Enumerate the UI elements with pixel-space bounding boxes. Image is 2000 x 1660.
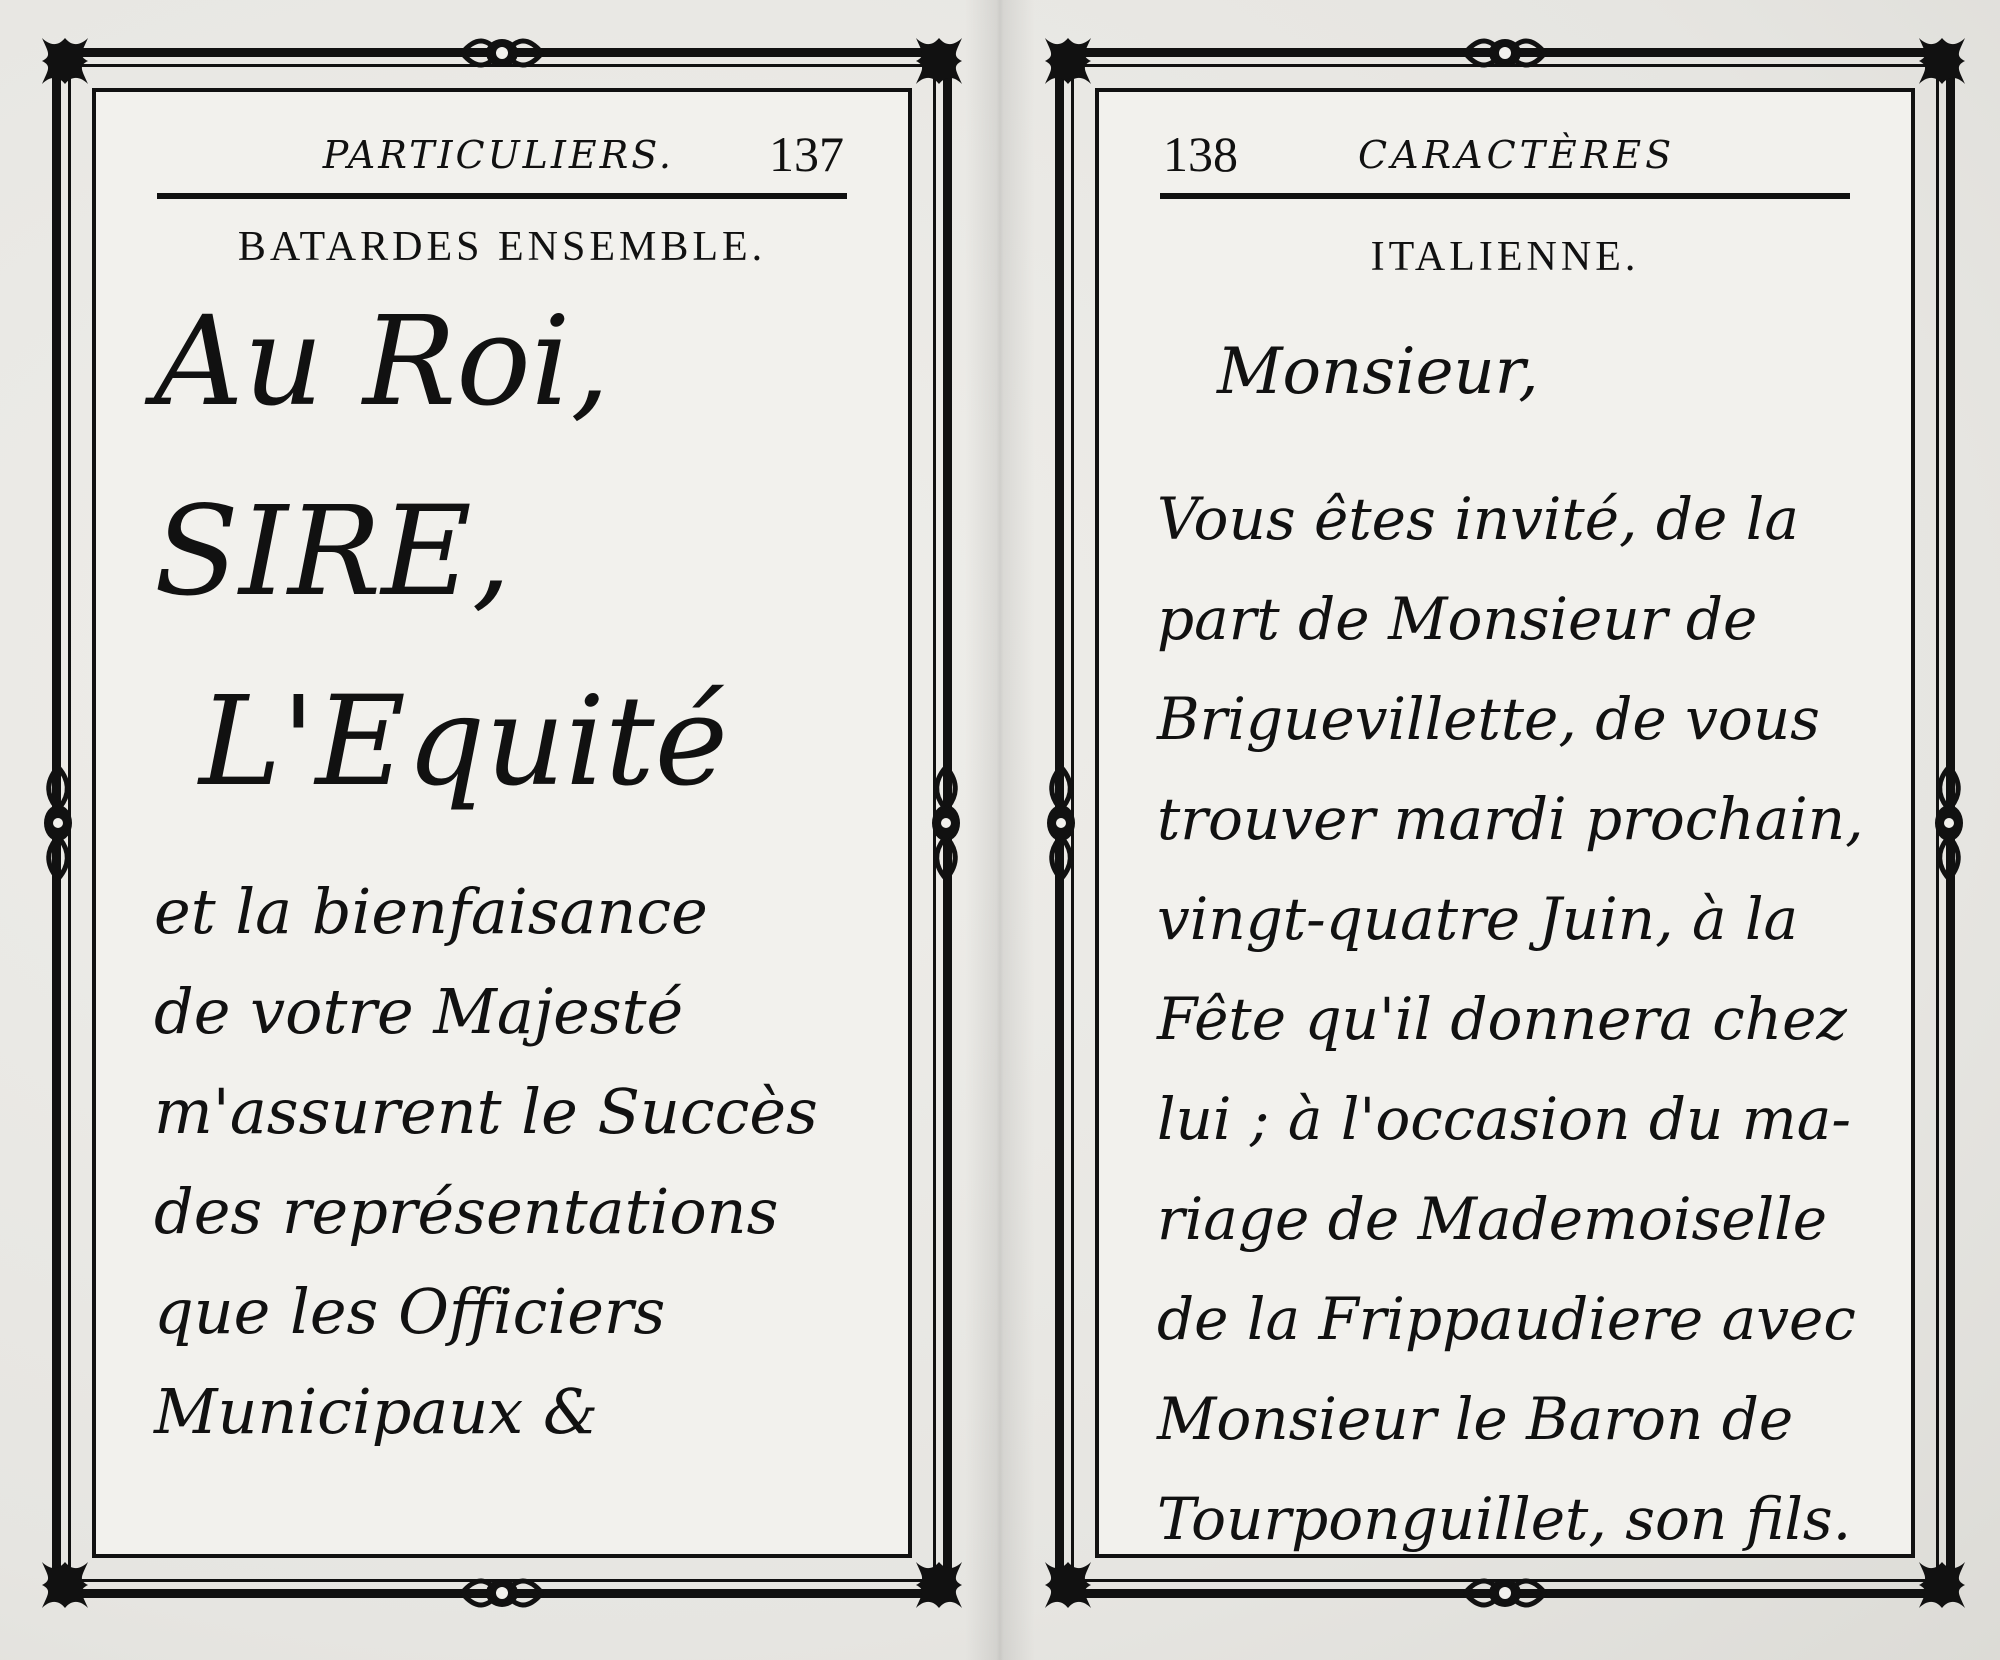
text-line: Tourponguillet, son fils. — [1157, 1485, 1852, 1553]
top-ornament-icon — [1460, 30, 1550, 76]
salutation-block — [154, 280, 872, 880]
running-title: PARTICULIERS. — [322, 133, 674, 177]
text-line: Briguevillette, de vous — [1157, 685, 1820, 753]
side-ornament-icon — [926, 763, 966, 883]
side-ornament-icon — [1929, 763, 1969, 883]
text-line: de votre Majesté — [154, 975, 684, 1048]
text-line: vingt-quatre Juin, à la — [1157, 885, 1799, 953]
section-title: ITALIENNE. — [1370, 234, 1640, 280]
corner-ornament-icon — [912, 1558, 966, 1612]
bottom-ornament-icon — [1460, 1570, 1550, 1616]
corner-ornament-icon — [912, 34, 966, 88]
text-line: Monsieur le Baron de — [1157, 1385, 1794, 1453]
corner-ornament-icon — [1041, 1558, 1095, 1612]
page-number: 138 — [1163, 126, 1238, 182]
text-line: m'assurent le Succès — [154, 1075, 818, 1148]
text-line: riage de Mademoiselle — [1157, 1185, 1828, 1253]
page-number: 137 — [769, 126, 844, 182]
section-title: BATARDES ENSEMBLE. — [237, 224, 767, 270]
salutation-line: L'Equité — [199, 670, 729, 814]
text-line: Fête qu'il donnera chez — [1157, 985, 1847, 1053]
salutation-line: SIRE, — [154, 480, 512, 624]
body-text — [1157, 335, 1875, 1553]
text-line: trouver mardi prochain, — [1157, 785, 1864, 853]
right-page — [1115, 105, 1895, 1553]
header-rule — [1160, 193, 1850, 199]
corner-ornament-icon — [38, 1558, 92, 1612]
book-gutter — [965, 0, 1035, 1660]
text-line: lui ; à l'occasion du ma- — [1157, 1085, 1851, 1153]
running-head — [160, 125, 844, 185]
corner-ornament-icon — [1915, 34, 1969, 88]
text-line: de la Frippaudiere avec — [1157, 1285, 1856, 1353]
text-line: Municipaux & — [154, 1375, 599, 1448]
body-text — [154, 875, 872, 1515]
text-line: part de Monsieur de — [1157, 585, 1758, 653]
corner-ornament-icon — [1041, 34, 1095, 88]
corner-ornament-icon — [38, 34, 92, 88]
top-ornament-icon — [457, 30, 547, 76]
bottom-ornament-icon — [457, 1570, 547, 1616]
salutation-line: Monsieur, — [1217, 335, 1539, 409]
corner-ornament-icon — [1915, 1558, 1969, 1612]
text-line: Vous êtes invité, de la — [1157, 485, 1799, 553]
left-page — [112, 105, 892, 1545]
running-head — [1163, 125, 1847, 185]
running-title: CARACTÈRES — [1358, 133, 1676, 177]
text-line: et la bienfaisance — [154, 875, 708, 948]
text-line: que les Officiers — [154, 1275, 666, 1348]
side-ornament-icon — [38, 763, 78, 883]
header-rule — [157, 193, 847, 199]
text-line: des représentations — [154, 1175, 779, 1248]
salutation-line: Au Roi, — [154, 290, 610, 434]
side-ornament-icon — [1041, 763, 1081, 883]
